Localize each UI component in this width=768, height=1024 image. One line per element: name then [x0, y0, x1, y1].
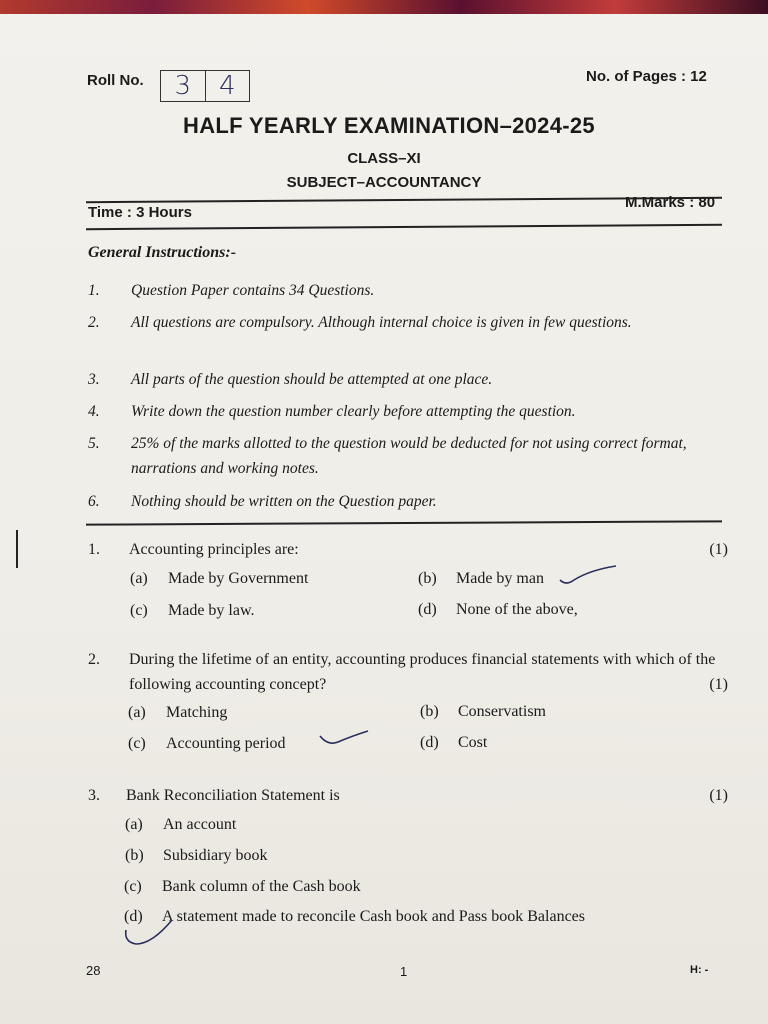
question-text: Bank Reconciliation Statement is	[126, 787, 340, 804]
option-label: (a)	[128, 704, 146, 721]
roll-number-label: Roll No.	[87, 72, 144, 89]
subject-label: SUBJECT–ACCOUNTANCY	[286, 174, 482, 191]
question-number: 1.	[88, 541, 100, 558]
roll-digit-2: 4	[205, 71, 250, 101]
question-text: Accounting principles are:	[129, 541, 299, 558]
question-text: During the lifetime of an entity, accounting produces financial statements with which of the following accounting concept?	[129, 651, 716, 693]
option-label: (d)	[420, 734, 439, 751]
option-text: Made by Government	[168, 570, 309, 587]
page-number: 1	[400, 964, 408, 979]
option-text: Matching	[166, 704, 228, 721]
instruction-number: 4.	[88, 403, 100, 420]
option-c	[124, 878, 361, 896]
option-label: (a)	[125, 816, 143, 833]
question-marks: (1)	[709, 787, 728, 804]
pen-tick-mark-icon	[558, 562, 620, 588]
option-b	[420, 703, 546, 721]
option-text: Made by man	[456, 570, 544, 587]
option-text: An account	[163, 816, 237, 833]
pen-tick-mark-icon	[112, 912, 182, 948]
option-d	[418, 601, 578, 619]
question-number: 2.	[88, 651, 100, 668]
background-fabric	[0, 0, 768, 14]
option-a	[128, 704, 227, 722]
option-text: A statement made to reconcile Cash book and Pass book Balances	[162, 908, 586, 925]
instruction-text: Write down the question number clearly before attempting the question.	[131, 403, 576, 420]
question-number: 3.	[88, 787, 100, 804]
option-label: (c)	[128, 735, 146, 752]
option-text: Conservatism	[458, 703, 546, 720]
option-label: (b)	[125, 847, 144, 864]
roll-digit-1: 3	[174, 71, 192, 101]
option-label: (d)	[418, 601, 437, 618]
instruction-number: 2.	[88, 314, 100, 331]
instruction-text: 25% of the marks allotted to the question would be deducted for not using correct format, narrations and working notes.	[131, 435, 687, 477]
class-label: CLASS–XI	[347, 150, 421, 167]
header-divider-bottom	[86, 224, 722, 230]
option-label: (b)	[420, 703, 439, 720]
option-b	[418, 570, 544, 588]
option-label: (d)	[124, 908, 143, 925]
margin-pen-mark	[16, 530, 18, 568]
option-a	[130, 570, 308, 588]
question-marks: (1)	[709, 676, 728, 693]
option-c	[130, 602, 255, 620]
question-marks: (1)	[709, 541, 728, 558]
option-label: (a)	[130, 570, 148, 587]
footer-right-code: H: -	[690, 964, 709, 976]
instruction-number: 3.	[88, 371, 100, 388]
option-d	[420, 734, 487, 752]
option-text: None of the above,	[456, 601, 578, 618]
option-a	[125, 816, 236, 834]
option-b	[125, 847, 267, 865]
general-instructions-heading: General Instructions:-	[88, 244, 237, 261]
option-text: Accounting period	[166, 735, 286, 752]
instruction-number: 5.	[88, 435, 100, 452]
instruction-number: 6.	[88, 493, 100, 510]
instruction-text: Question Paper contains 34 Questions.	[131, 282, 375, 299]
instruction-number: 1.	[88, 282, 100, 299]
instructions-divider	[86, 520, 722, 525]
option-text: Subsidiary book	[163, 847, 268, 864]
option-c	[128, 735, 286, 753]
maximum-marks: M.Marks : 80	[625, 194, 716, 211]
option-label: (b)	[418, 570, 437, 587]
option-d	[124, 908, 585, 926]
option-label: (c)	[124, 878, 142, 895]
instruction-text: All questions are compulsory. Although internal choice is given in few questions.	[131, 314, 632, 331]
instruction-text: All parts of the question should be attempted at one place.	[131, 371, 493, 388]
option-label: (c)	[130, 602, 148, 619]
exam-title: HALF YEARLY EXAMINATION–2024-25	[183, 113, 595, 138]
option-text: Bank column of the Cash book	[162, 878, 361, 895]
number-of-pages: No. of Pages : 12	[586, 68, 707, 85]
time-allowed: Time : 3 Hours	[88, 204, 192, 221]
instruction-text: Nothing should be written on the Question paper.	[131, 493, 437, 510]
pen-tick-mark-icon	[318, 728, 370, 750]
footer-code: 28	[86, 963, 101, 978]
option-text: Made by law.	[168, 602, 255, 619]
option-text: Cost	[458, 734, 488, 751]
roll-number-box	[160, 70, 250, 102]
